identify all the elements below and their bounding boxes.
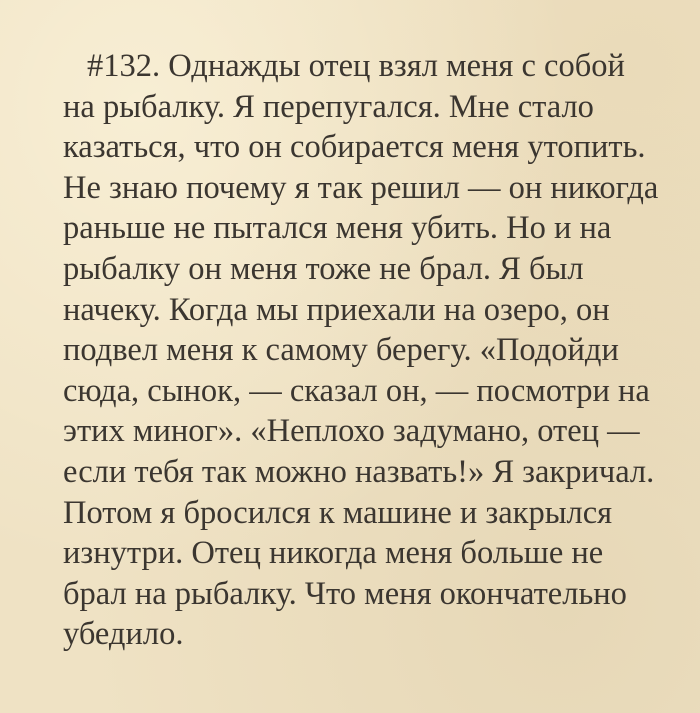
story-line: Не знаю почему я так решил — он никогда: [63, 169, 659, 206]
story-line: на рыбалку. Я перепугался. Мне стало: [63, 88, 594, 125]
story-line: начеку. Когда мы приехали на озеро, он: [63, 291, 610, 328]
story-line: сюда, сынок, — сказал он, — посмотри на: [63, 372, 650, 409]
story-line: рыбалку он меня тоже не брал. Я был: [63, 250, 584, 287]
story-line: если тебя так можно назвать!» Я закричал.: [63, 453, 655, 490]
story-line: убедило.: [63, 616, 184, 653]
story-line: #132. Однажды отец взял меня с собой: [87, 48, 625, 84]
story-text: [63, 46, 693, 655]
story-line: этих миног». «Неплохо задумано, отец —: [63, 413, 640, 450]
story-line: казаться, что он собирается меня утопить.: [63, 129, 646, 166]
story-line: подвел меня к самому берегу. «Подойди: [63, 332, 619, 369]
story-line: Потом я бросился к машине и закрылся: [63, 494, 613, 531]
story-line: брал на рыбалку. Что меня окончательно: [63, 575, 627, 612]
story-line: раньше не пытался меня убить. Но и на: [63, 210, 612, 247]
story-line: изнутри. Отец никогда меня больше не: [63, 535, 604, 572]
